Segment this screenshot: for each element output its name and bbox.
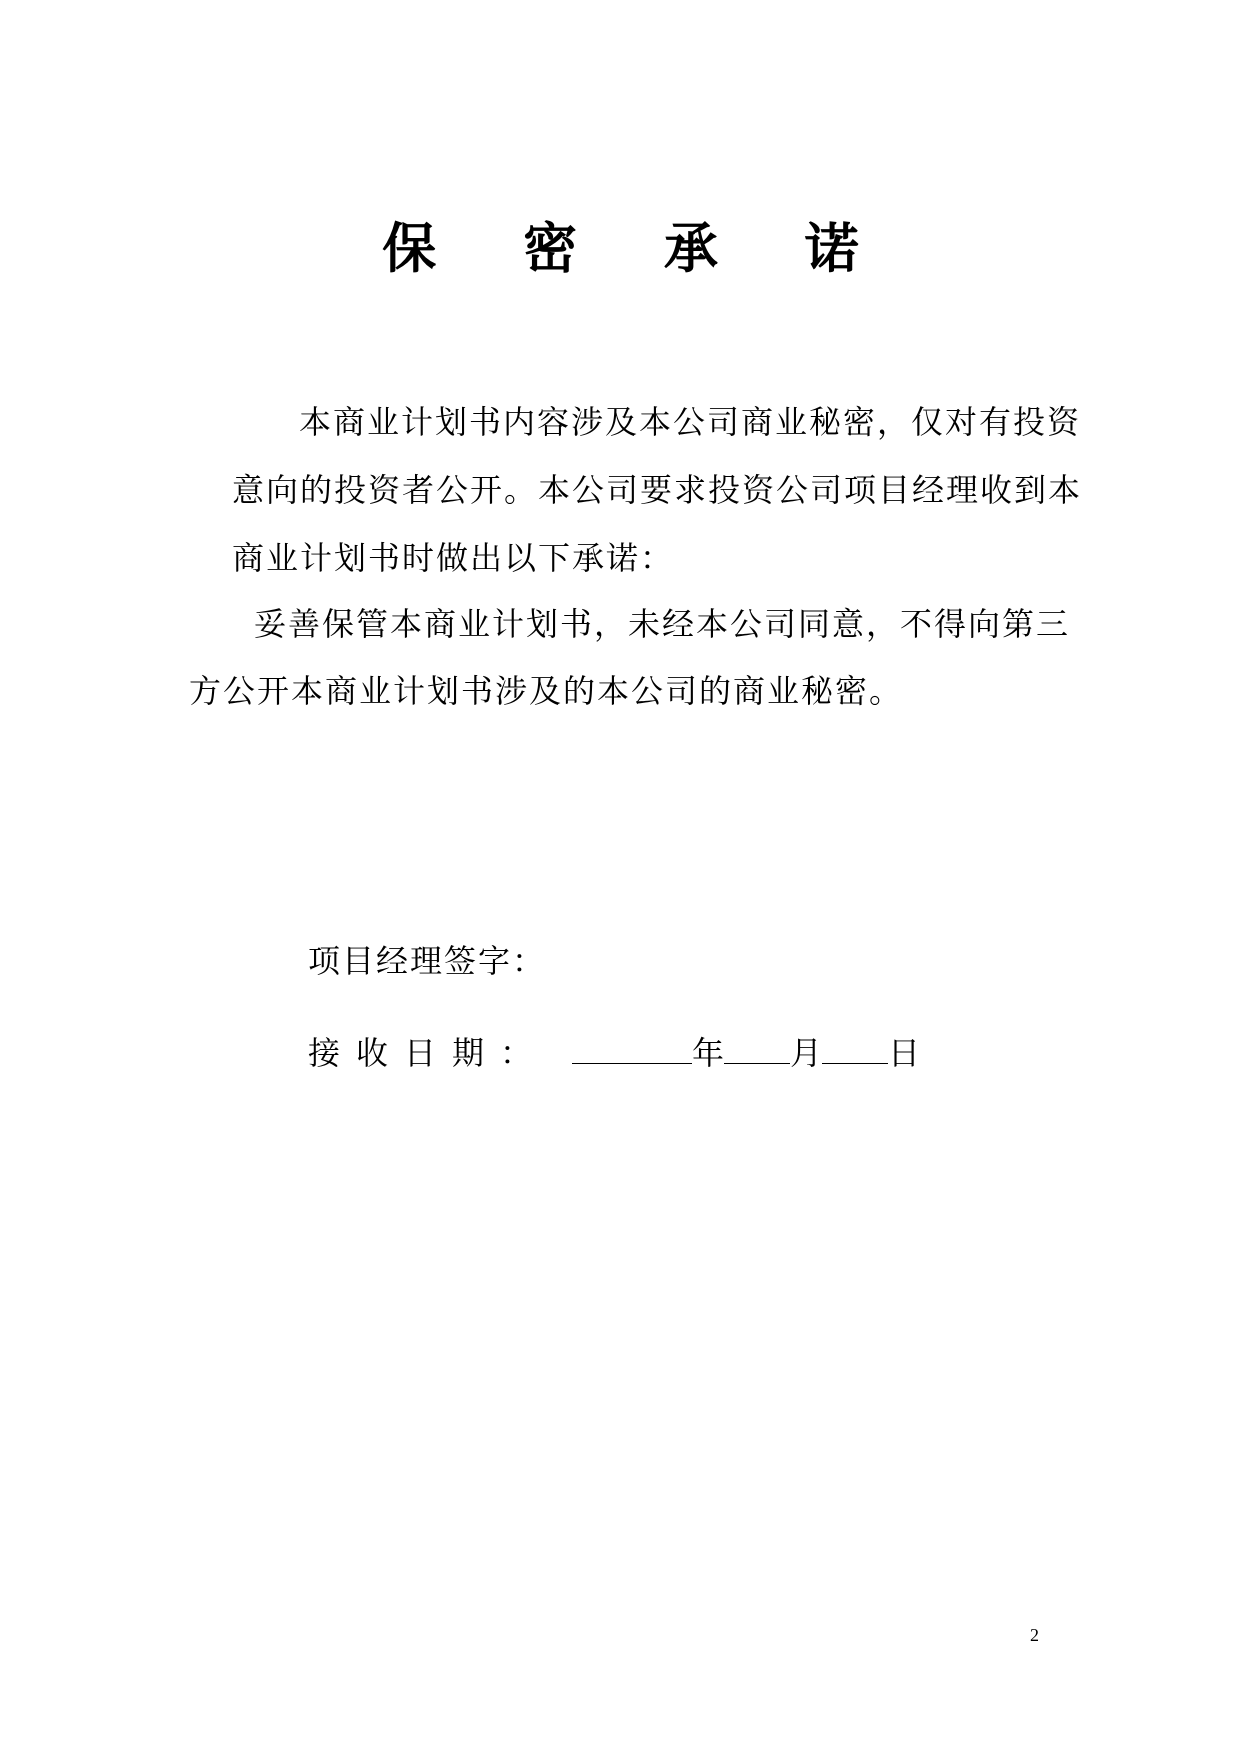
day-blank[interactable]: [822, 1035, 888, 1064]
signature-field[interactable]: [308, 941, 546, 981]
day-unit: 日: [888, 1034, 921, 1072]
paragraph-1-line-3: 商业计划书时做出以下承诺：: [232, 539, 675, 577]
year-blank[interactable]: [572, 1035, 692, 1064]
date-label: 接收日期：: [308, 1034, 549, 1072]
month-unit: 月: [790, 1034, 823, 1072]
page-title: 保 密 承 诺: [382, 216, 893, 280]
page-number: 2: [1030, 1625, 1039, 1645]
year-unit: 年: [692, 1034, 725, 1072]
paragraph-2-line-2: 方公开本商业计划书涉及的本公司的商业秘密。: [189, 672, 904, 710]
paragraph-2-line-1: 妥善保管本商业计划书，未经本公司同意，不得向第三: [254, 605, 1071, 643]
month-blank[interactable]: [724, 1035, 790, 1064]
paragraph-1-line-2: 意向的投资者公开。本公司要求投资公司项目经理收到本: [232, 471, 1083, 509]
signature-label: 项目经理签字：: [308, 942, 547, 980]
paragraph-1-line-1: 本商业计划书内容涉及本公司商业秘密，仅对有投资: [299, 403, 1082, 441]
receive-date-field: [308, 1033, 920, 1073]
